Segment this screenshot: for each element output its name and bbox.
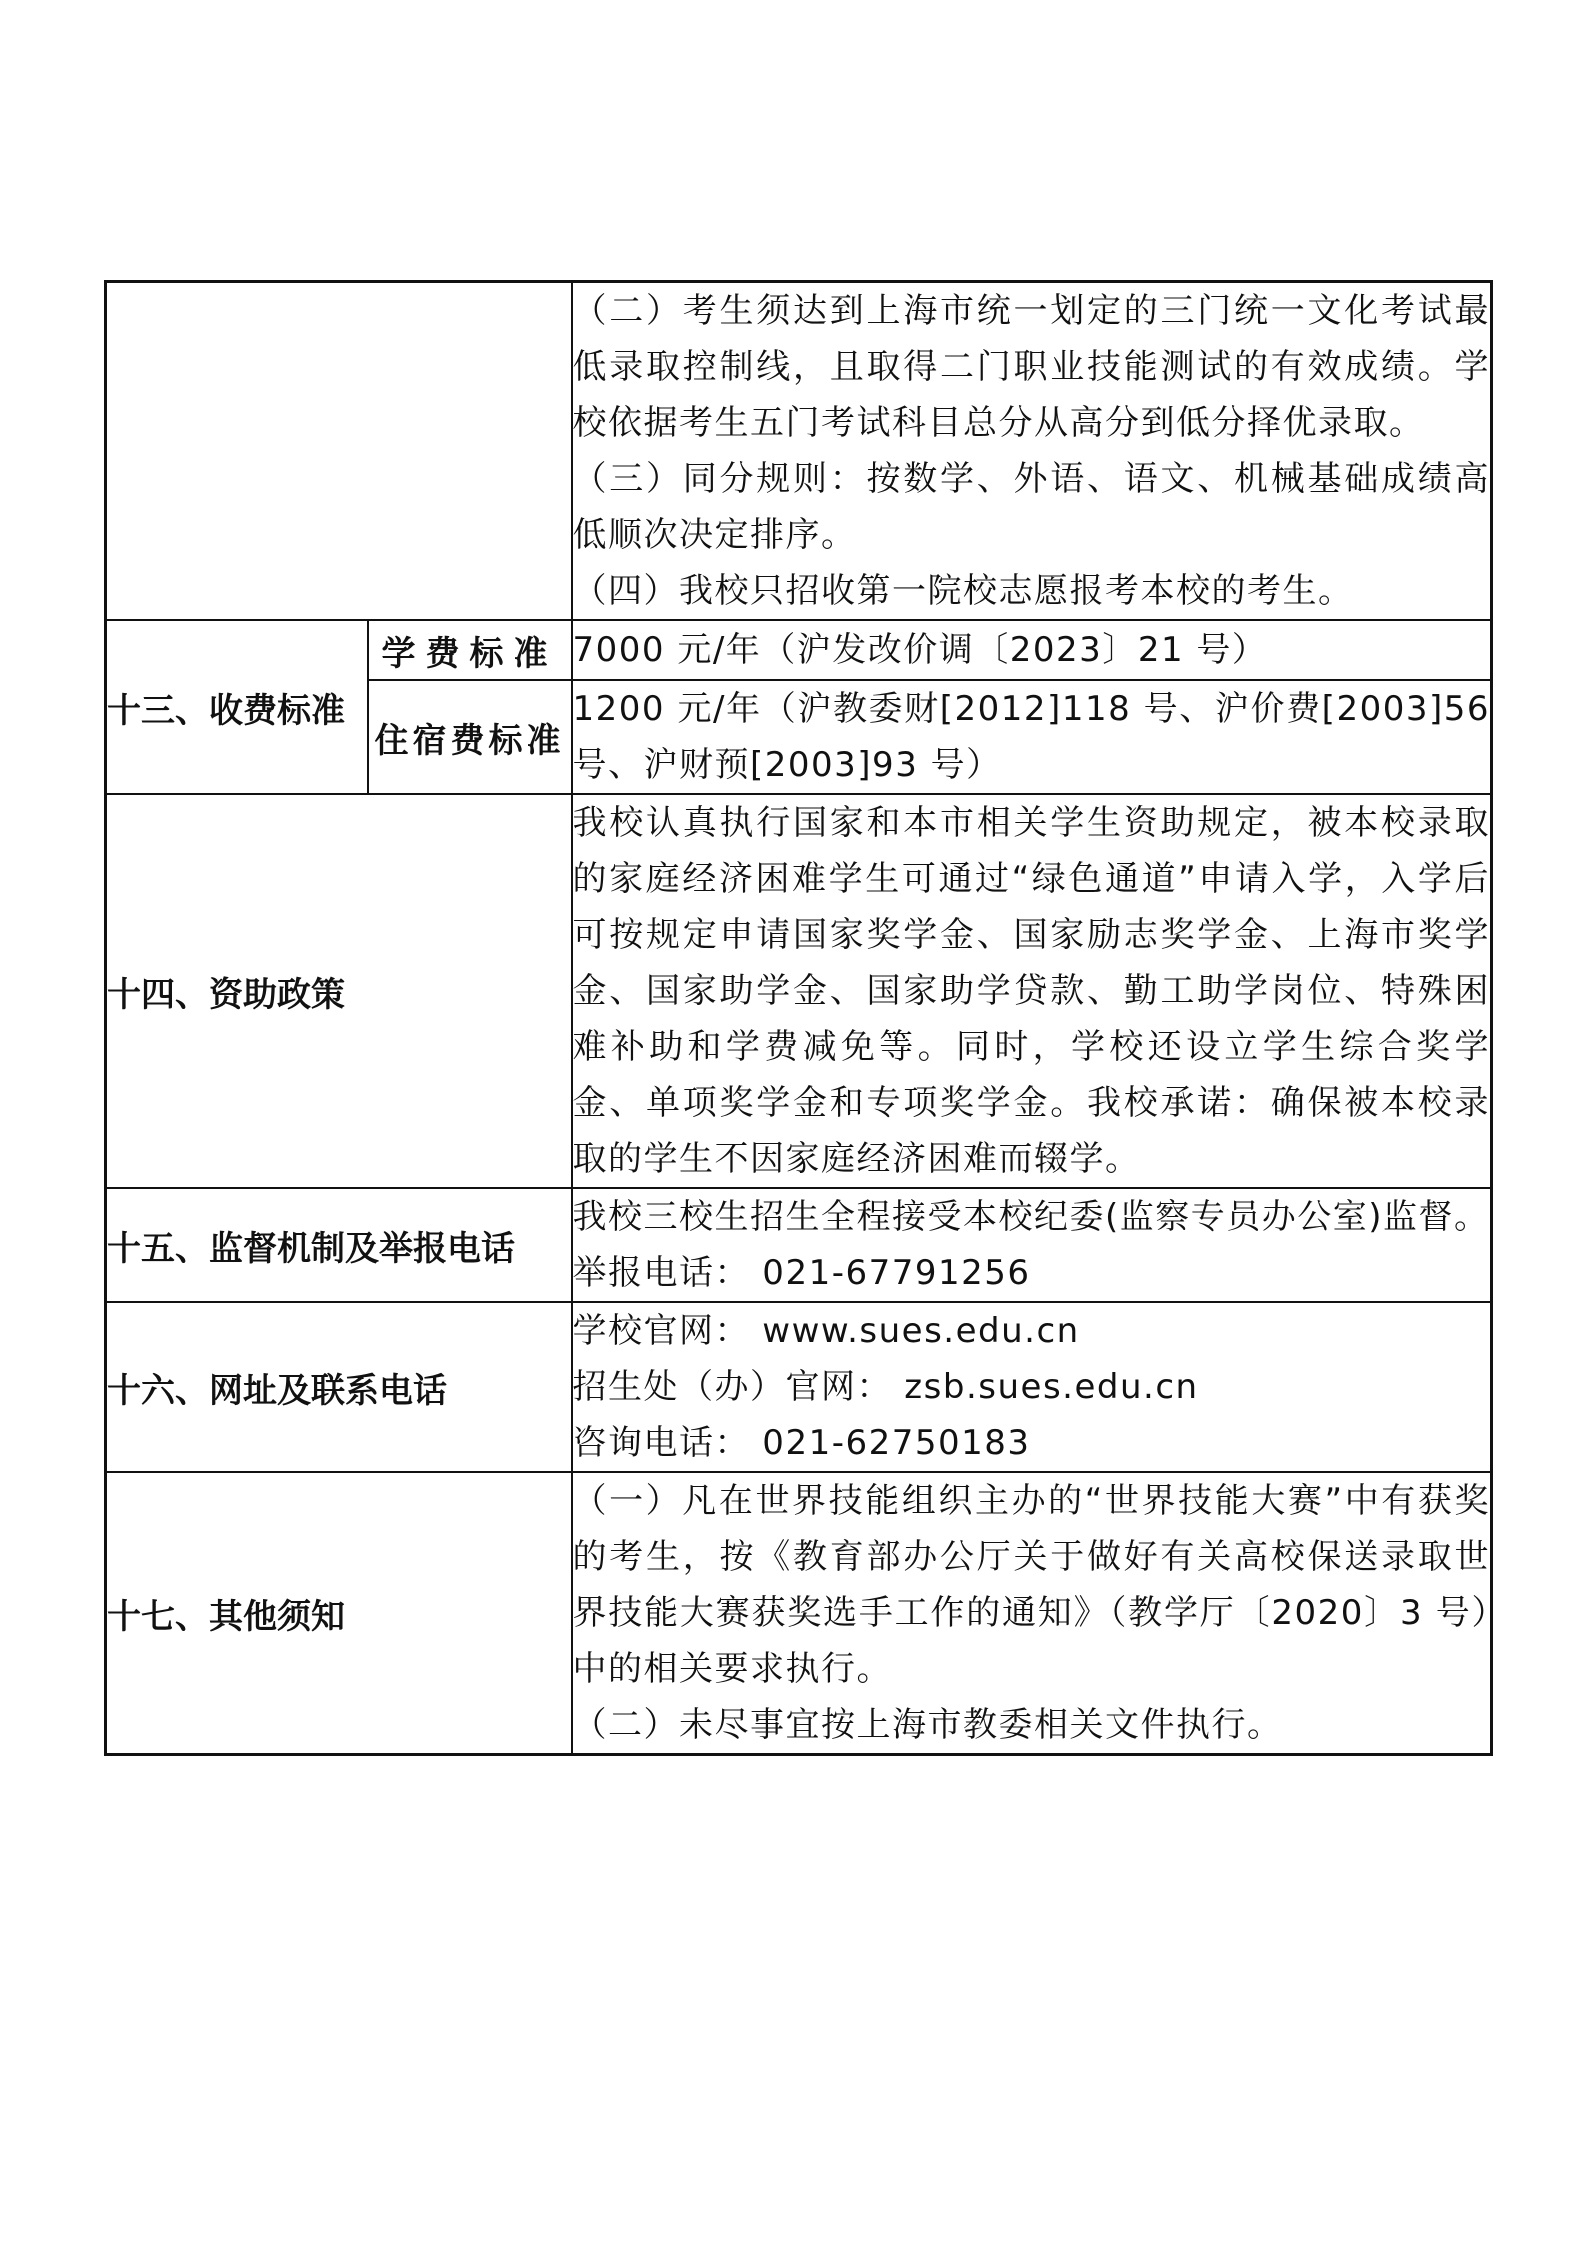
housing-label: 住宿费标准 (368, 680, 572, 794)
admissions-website: 招生处（办）官网： zsb.sues.edu.cn (572, 1367, 1199, 1407)
admissions-info-table (104, 280, 1493, 1756)
empty-label-cell (106, 282, 572, 621)
consult-phone: 咨询电话： 021-62750183 (572, 1423, 1031, 1463)
fees-label: 十三、收费标准 (106, 620, 368, 794)
supervision-label: 十五、监督机制及举报电话 (106, 1188, 572, 1302)
misc-note: （二）未尽事宜按上海市教委相关文件执行。 (572, 1705, 1283, 1745)
other-content (572, 1472, 1492, 1755)
table-row-supervision (106, 1188, 1492, 1302)
first-choice-rule: （四）我校只招收第一院校志愿报考本校的考生。 (572, 571, 1354, 611)
tuition-value: 7000 元/年（沪发改价调〔2023〕21 号） (572, 620, 1492, 680)
table-row-continuation (106, 282, 1492, 621)
aid-label: 十四、资助政策 (106, 794, 572, 1188)
world-skills-note: （一）凡在世界技能组织主办的“世界技能大赛”中有获奖的考生，按《教育部办公厅关于做好有关高校保送录取世界技能大赛获奖选手工作的通知》（教学厅〔2020〕3 号）中的相关要求执行。 (572, 1481, 1490, 1689)
report-phone: 举报电话： 021-67791256 (572, 1253, 1031, 1293)
housing-value: 1200 元/年（沪教委财[2012]118 号、沪价费[2003]56 号、沪财预[2003]93 号） (572, 680, 1492, 794)
table-row-other (106, 1472, 1492, 1755)
supervision-content (572, 1188, 1492, 1302)
table-row-fees-tuition (106, 620, 1492, 680)
supervision-text: 我校三校生招生全程接受本校纪委(监察专员办公室)监督。 (572, 1197, 1490, 1237)
other-label: 十七、其他须知 (106, 1472, 572, 1755)
tie-break-rule: （三）同分规则：按数学、外语、语文、机械基础成绩高低顺次决定排序。 (572, 459, 1490, 555)
table-row-contact (106, 1302, 1492, 1472)
continuation-content (572, 282, 1492, 621)
contact-content (572, 1302, 1492, 1472)
tuition-label: 学费标准 (368, 620, 572, 680)
contact-label: 十六、网址及联系电话 (106, 1302, 572, 1472)
school-website: 学校官网： www.sues.edu.cn (572, 1311, 1080, 1351)
table-row-aid (106, 794, 1492, 1188)
admission-rule-2: （二）考生须达到上海市统一划定的三门统一文化考试最低录取控制线，且取得二门职业技能测试的有效成绩。学校依据考生五门考试科目总分从高分到低分择优录取。 (572, 291, 1490, 443)
aid-content: 我校认真执行国家和本市相关学生资助规定，被本校录取的家庭经济困难学生可通过“绿色通道”申请入学，入学后可按规定申请国家奖学金、国家励志奖学金、上海市奖学金、国家助学金、国家助学贷款、勤工助学岗位、特殊困难补助和学费减免等。同时，学校还设立学生综合奖学金、单项奖学金和专项奖学金。我校承诺：确保被本校录取的学生不因家庭经济困难而辍学。 (572, 794, 1492, 1188)
